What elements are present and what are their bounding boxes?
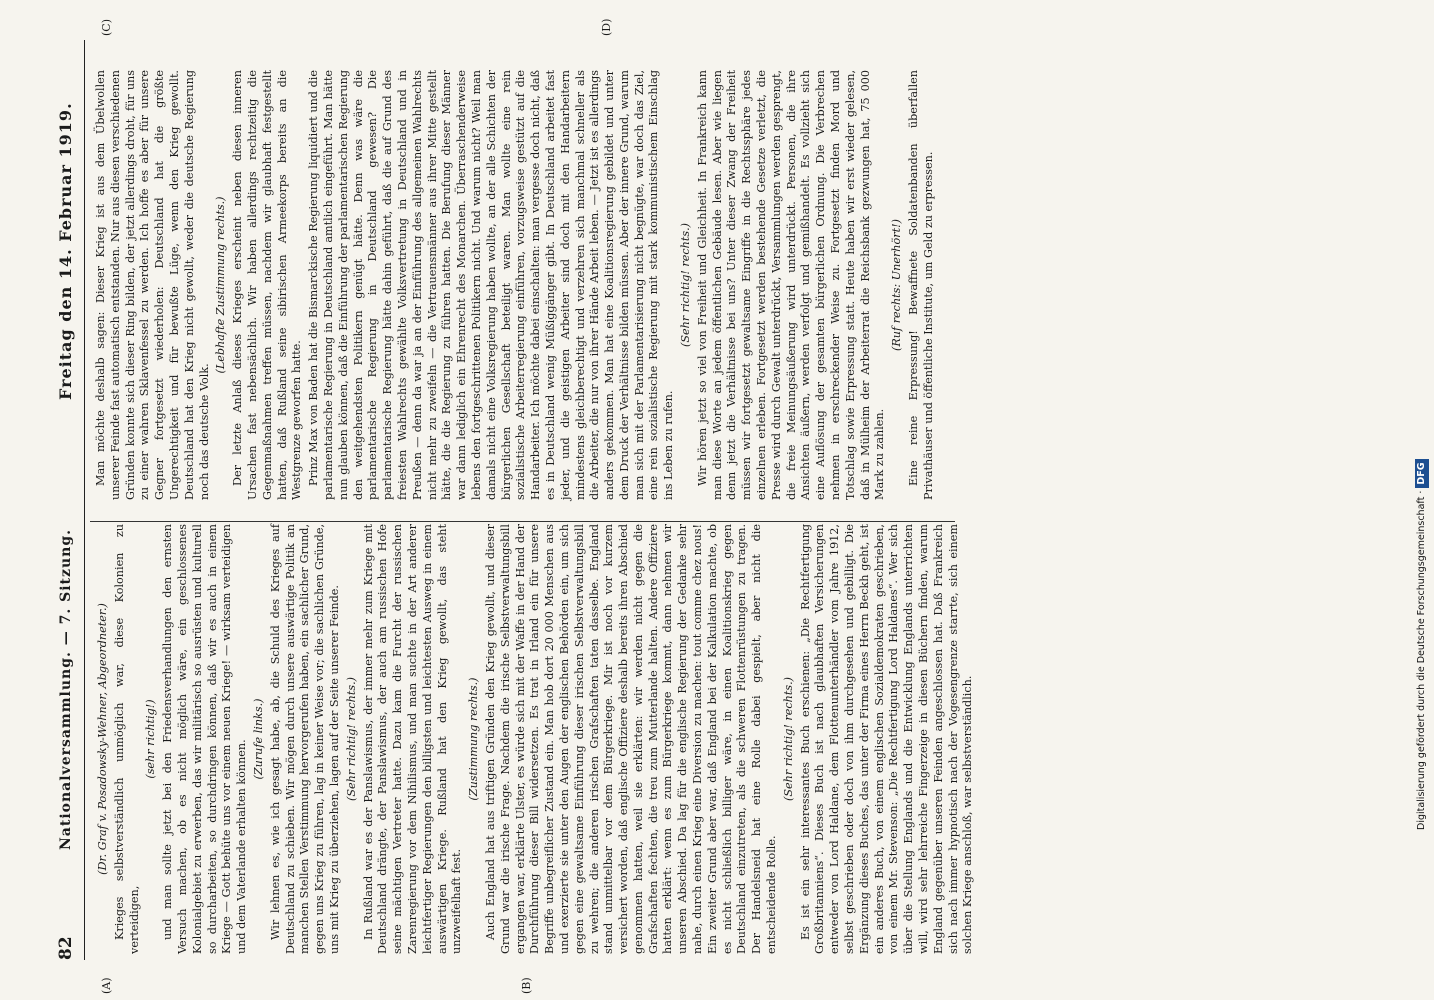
credit-text: Digitalisierung gefördert durch die Deutsche Forschungsgemeinschaft · [1416, 490, 1427, 830]
paragraph: Krieges selbstverständlich unmöglich war, diese Kolonien zu verteidigen, [112, 524, 141, 954]
paragraph: Wir hören jetzt so viel von Freiheit und Gleichheit. In Frankreich kann man diese Worte an jedem öffentlichen Gebäude lesen. Aber wie liegen denn jetzt die Verhältnisse bei uns? Unter dieser Zwang der Freiheit müssen wir fortgesetzt gewaltsame Eingriffe in die Rechtssphäre jedes einzelnen erleben. Fortgesetzt werden bestehende Gesetze verletzt, die Presse wird durch Gewalt unterdrückt, Versammlungen werden gesprengt, die freie Meinungsäußerung wird unterdrückt. Personen, die ihre Ansichten äußern, werden verfolgt und gemißhandelt. Es vollzieht sich eine Auflösung der gesamten bürgerlichen Ordnung. Die Verbrechen nehmen in erschreckender Weise zu. Fortgesetzt finden Mord und Totschlag sowie Erpressung statt. Heute haben wir erst wieder gelesen, daß in Mülheim der Arbeiterrat die Reichsbank gezwungen hat, 75 000 Mark zu zahlen. [695, 70, 887, 500]
text-column-right [94, 70, 954, 500]
dfg-logo: DFG [1415, 459, 1429, 487]
interjection: (Sehr richtig! rechts.) [781, 676, 795, 802]
interjection: (Zustimmung rechts.) [467, 677, 481, 801]
header-date: Freitag den 14. Februar 1919. [56, 102, 75, 400]
paragraph: Auch England hat aus triftigen Gründen den Krieg gewollt, und dieser Grund war die irische Frage. Nachdem die irische Selbstverwaltungsbill ergangen war, erklärte Ulster, es würde sich mit der Waffe in der Hand der Durchführung dieser Bill widersetzen. Es trat in Irland ein für unsere Begriffe unbegreiflicher Zustand ein. Man hob dort 20 000 Menschen aus und exerzierte sie unter den Augen der englischen Behörden ein, um sich gegen eine gewaltsame Einführung dieser irischen Selbstverwaltungsbill zu wehren; die anderen irischen Grafschaften taten dasselbe. England stand unmittelbar vor dem Bürgerkriege. Mir ist noch vor kurzem versichert worden, daß englische Offiziere deshalb bereits ihren Abschied genommen hatten, weil sie erklärten: wir werden nicht gegen die Grafschaften fechten, die treu zum Mutterlande halten. Andere Offiziere hatten erklärt: wenn es zum Bürgerkriege kommt, dann nehmen wir unseren Abschied. Da lag für die englische Regierung der Gedanke sehr nahe, durch einen Krieg eine Diversion zu machen: tout comme chez nous! Ein zweiter Grund aber war, daß England bei der Kalkulation machte, ob es nicht schließlich billiger wäre, in einen Koalitionskrieg gegen Deutschland einzutreten, als die schweren Flottenrüstungen zu tragen. Der Handelsneid hat eine Rolle dabei gespielt, aber nicht die entscheidende Rolle. [483, 524, 779, 954]
interjection: (sehr richtig!) [144, 699, 158, 779]
interjection: (Sehr richtig! rechts.) [344, 676, 358, 802]
credit-text-wrapper [1410, 0, 1434, 1000]
margin-mark-b: (B) [520, 977, 533, 994]
header-session-title: Nationalversammlung. — 7. Sitzung. [58, 529, 74, 850]
paragraph: Eine reine Erpressung! Bewaffnete Soldatenbanden überfallen Privathäuser und öffentliche Institute, um Geld zu erpressen. [907, 70, 935, 500]
margin-mark-c: (C) [100, 19, 113, 36]
interjection: (Lebhafte Zustimmung rechts.) [214, 196, 228, 374]
digitization-credit [1410, 0, 1434, 1000]
margin-mark-d: (D) [600, 18, 613, 36]
paragraph: Prinz Max von Baden hat die Bismarckische Regierung liquidiert und die parlamentarische Regierung in Deutschland amtlich eingeführt. Man hätte nun glauben können, daß die Einführung der parlamentarischen Regierung den weitgehendsten Politikern genügt hätte. Denn was wäre die parlamentarische Regierung in Deutschland gewesen? Die parlamentarische Regierung hätte dahin geführt, daß die auf Grund des freiesten Wahlrechts gewählte Volksvertretung in Deutschland und in Preußen — denn da war ja an der Einführung des allgemeinen Wahlrechts nicht mehr zu zweifeln — die Vertrauensmänner aus ihrer Mitte gestellt hätte, die die Regierung zu führen hatten. Die Berufung dieser Männer war dann lediglich ein Ehrenrecht des Monarchen. Überraschenderweise lebens den fortgeschrittenen Politikern nicht. Und warum nicht? Weil man damals nicht eine Volksregierung haben wollte, an der alle Schichten der bürgerlichen Gesellschaft beteiligt waren. Man wollte eine rein sozialistische Arbeiterregierung einführen, vorzugsweise gestützt auf die Handarbeiter. Ich möchte dabei einschalten: man vergesse doch nicht, daß es in Deutschland wenig Müßiggänger gibt. In Deutschland arbeitet fast jeder, und die geistigen Arbeiter sind doch mit den Handarbeitern mindestens gleichberechtigt und verzehren sich manchmal schneller als die Arbeiter, die nur von ihrer Hände Arbeit leben. — Jetzt ist es allerdings anders gekommen. Man hat eine Koalitionsregierung gebildet und unter dem Druck der Verhältnisse bilden müssen. Aber der innere Grund, warum man sich mit der Parlamentarisierung nicht begnügte, war doch das Ziel, eine rein sozialistische Regierung mit stark kommunistischem Einschlag ins Leben zu rufen. [307, 70, 676, 500]
paragraph: In Rußland war es der Panslawismus, der immer mehr zum Kriege mit Deutschland drängte, der Panslawismus, der auch am russischen Hofe seine mächtigen Vertreter hatte. Dazu kam die Furcht der russischen Zarenregierung vor dem Nihilismus, und man suchte in der Art anderer leichtfertiger Regierungen den billigsten und leichtesten Ausweg in einem auswärtigen Kriege. Rußland hat den Krieg gewollt, das steht unzweifelhaft fest. [361, 524, 464, 954]
interjection: (Dr. Graf v. Posadowsky-Wehner, Abgeordneter.) [96, 603, 109, 875]
margin-mark-a: (A) [100, 977, 113, 994]
text-column-left [94, 524, 975, 954]
page-number: 82 [56, 936, 76, 960]
column-divider [90, 521, 955, 522]
interjection: (Zurufe links.) [251, 698, 265, 780]
paragraph: und man sollte jetzt bei den Friedensverhandlungen den ernsten Versuch machen, ob es nicht möglich wäre, ein geschlossenes Kolonialgebiet zu erwerben, das wir militärisch so ausrüsten und kulturell so durcharbeiten, so durchdringen können, daß wir es auch in einem Kriege — Gott behüte uns vor einem neuen Kriege! — wirksam verteidigen und dem Vaterlande erhalten können. [161, 524, 249, 954]
interjection: (Sehr richtig! rechts.) [679, 222, 693, 348]
page-header [50, 40, 85, 960]
paragraph: Es ist ein sehr interessantes Buch erschienen: „Die Rechtfertigung Großbritanniens“. Dieses Buch ist nach glaubhaften Versicherungen entweder von Lord Haldane, dem Flottenunterhändler vom Jahre 1912, selbst geschrieben oder doch von ihm durchgesehen und gebilligt. Die Ergänzung dieses Buches, das unter der Firma eines Herrn Beckh geht, ist ein anderes Buch, von einem englischen Sozialdemokraten geschrieben, von einem Mr. Stevenson: „Die Rechtfertigung Lord Haldanes“. Wer sich über die Stellung Englands und die Entwicklung Englands unterrichten will, wird sehr lehrreiche Fingerzeige in diesen Büchern finden, warum England gegenüber unseren Feinden angeschlossen hat. Daß Frankreich sich nach immer hypnotisch nach der Vogesengrenze starrte, sich einem solchen Kriege anschloß, war selbstverständlich. [798, 524, 975, 954]
paragraph: Der letzte Anlaß dieses Krieges erscheint neben diesen inneren Ursachen fast nebensächlich. Wir haben allerdings rechtzeitig die Gegenmaßnahmen treffen müssen, nachdem wir glaubhaft festgestellt hatten, daß Rußland seine sibirischen Armeekorps bereits an die Westgrenze geworfen hatte. [231, 70, 304, 500]
paragraph: Man möchte deshalb sagen: Dieser Krieg ist aus dem Übelwollen unserer Feinde fast automatisch entstanden. Nur aus diesen verschiedenen Gründen konnte sich dieser Ring bilden, der jetzt allerdings droht, für uns zu einer wahren Sklavenfessel zu werden. Ich hoffe es aber für unsere Gegner fortgesetzt wiederholen: Deutschland hat die größte Ungerechtigkeit und für bewußte Lüge, wenn den Krieg gewollt. Deutschland hat den Krieg nicht gewollt, weder die deutsche Regierung noch das deutsche Volk. [94, 70, 211, 500]
interjection: (Ruf rechts: Unerhört!) [890, 219, 904, 351]
paragraph: Wir lehnen es, wie ich gesagt habe, ab, die Schuld des Krieges auf Deutschland zu schieben. Wir mögen durch unsere auswärtige Politik an manchen Stellen Verstimmung hervorgerufen haben, ein sachlicher Grund, gegen uns Krieg zu führen, lag in keiner Weise vor; die sachlichen Gründe, uns mit Krieg zu überziehen, lagen auf der Seite unserer Feinde. [268, 524, 341, 954]
